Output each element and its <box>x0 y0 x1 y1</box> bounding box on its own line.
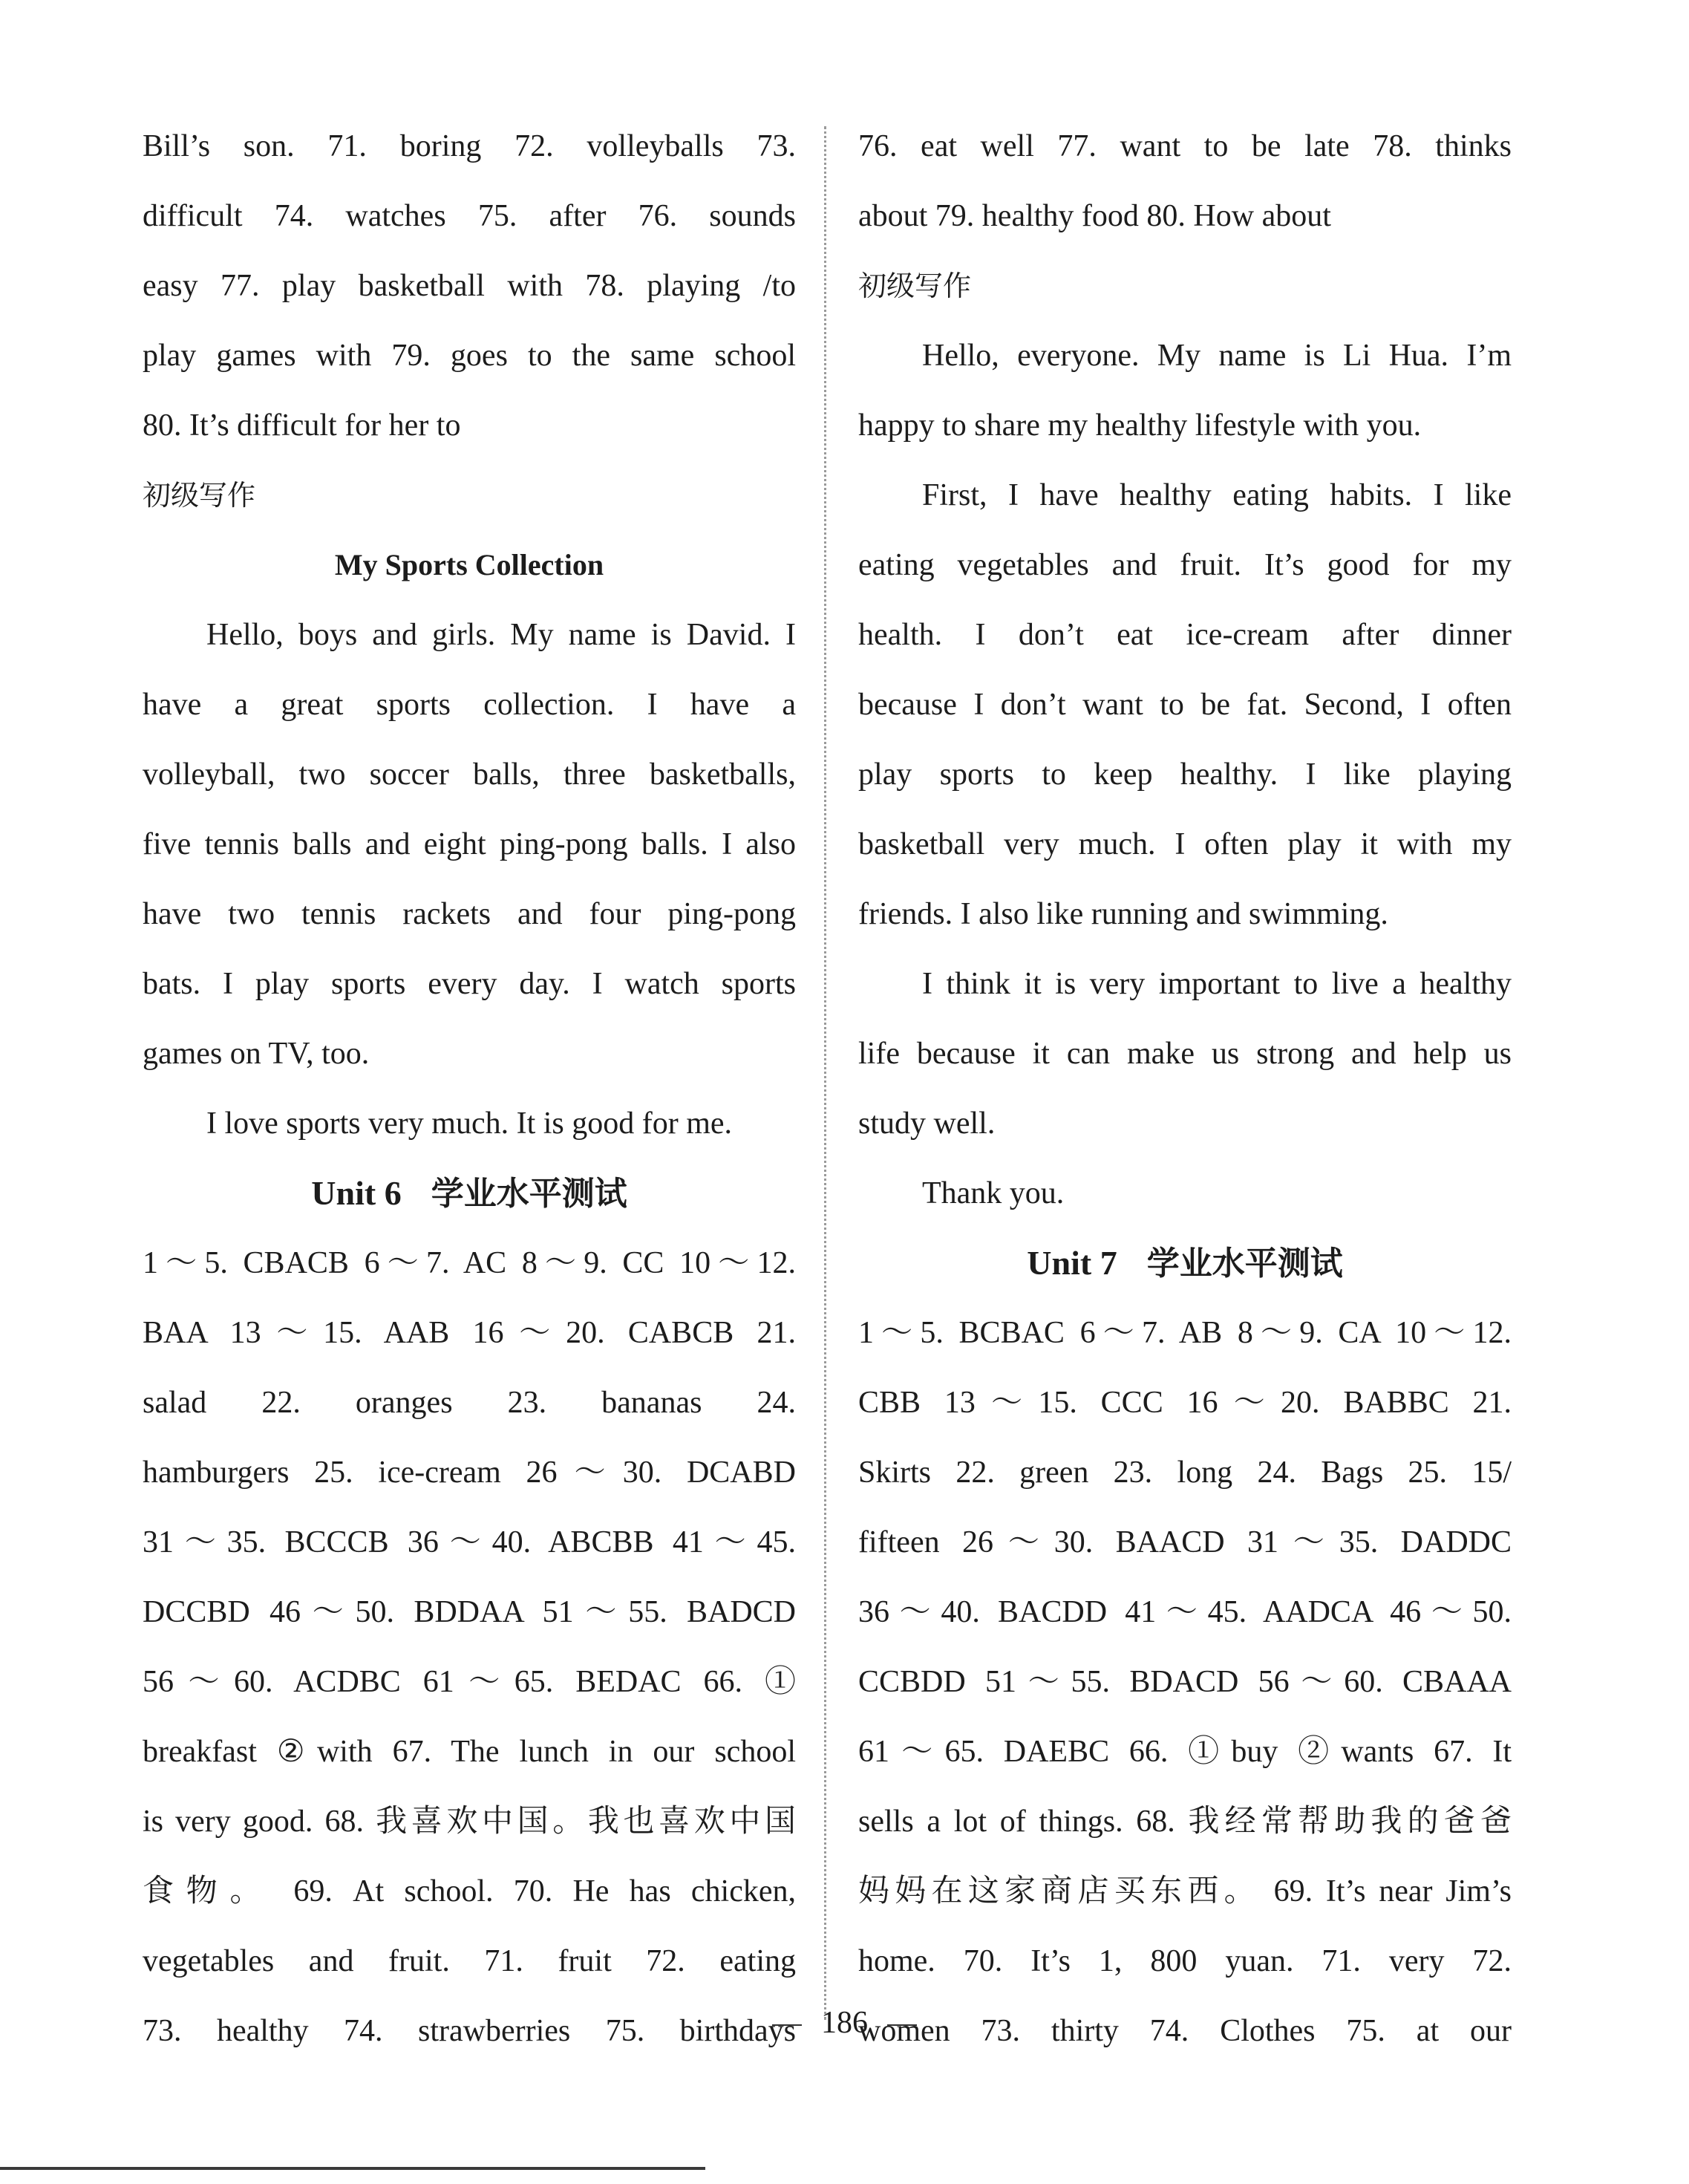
answer-line: DCCBD 46～50. BDDAA 51～55. BADCD <box>143 1595 796 1629</box>
answer-line: 妈妈在这家商店买东西。 69. It’s near Jim’s <box>858 1874 1512 1908</box>
essay-line: eating vegetables and fruit. It’s good for my <box>858 548 1512 582</box>
unit-heading <box>858 1228 1512 1298</box>
essay-line: Thank you. <box>922 1176 1065 1210</box>
dash-right <box>887 2024 917 2026</box>
essay-line: I think it is very important to live a healthy <box>922 967 1512 1001</box>
essay-line: friends. I also like running and swimming. <box>858 897 1388 931</box>
answer-line: 36～40. BACDD 41～45. AADCA 46～50. <box>858 1595 1512 1629</box>
unit-test-label: 学业水平测试 <box>1146 1245 1343 1282</box>
page-number <box>0 2005 1689 2041</box>
answer-line: 56～60. ACDBC 61～65. BEDAC 66. ① <box>143 1665 796 1699</box>
page-number-text: 186 <box>821 2006 868 2040</box>
unit-label: Unit 7 <box>1027 1244 1117 1282</box>
essay-line: bats. I play sports every day. I watch sports <box>143 967 796 1001</box>
text-line: easy 77. play basketball with 78. playing /to <box>143 269 796 303</box>
essay-line: First, I have healthy eating habits. I like <box>922 478 1512 512</box>
essay-line: health. I don’t eat ice-cream after dinner <box>858 618 1512 652</box>
answer-line: women 73. thirty 74. Clothes 75. at our <box>858 2014 1512 2048</box>
essay-line: Hello, boys and girls. My name is David. I <box>206 618 796 652</box>
bottom-rule <box>0 2167 705 2170</box>
unit-label: Unit 6 <box>311 1174 402 1212</box>
essay-line: happy to share my healthy lifestyle with you. <box>858 408 1422 443</box>
text-line: 80. It’s difficult for her to <box>143 408 461 443</box>
answer-line: hamburgers 25. ice-cream 26～30. DCABD <box>143 1456 796 1490</box>
essay-line: play sports to keep healthy. I like playing <box>858 757 1512 792</box>
answer-line: BAA 13～15. AAB 16～20. CABCB 21. <box>143 1316 796 1350</box>
essay-line: five tennis balls and eight ping-pong balls. I also <box>143 827 796 861</box>
answer-line: 1～5. BCBAC 6～7. AB 8～9. CA 10～12. <box>858 1316 1512 1350</box>
unit-heading <box>143 1158 796 1228</box>
essay-line: study well. <box>858 1106 996 1141</box>
dash-left <box>772 2024 802 2026</box>
answer-line: breakfast ②with 67. The lunch in our school <box>143 1735 796 1769</box>
section-heading: 初级写作 <box>858 270 972 302</box>
text-line: Bill’s son. 71. boring 72. volleyballs 73. <box>143 129 796 163</box>
answer-line: home. 70. It’s 1, 800 yuan. 71. very 72. <box>858 1944 1512 1978</box>
answer-line: 1～5. CBACB 6～7. AC 8～9. CC 10～12. <box>143 1246 796 1280</box>
answer-line: sells a lot of things. 68. 我经常帮助我的爸爸 <box>858 1805 1512 1839</box>
left-column <box>143 111 796 2066</box>
essay-line: I love sports very much. It is good for me. <box>206 1106 733 1141</box>
answer-line: 食物。 69. At school. 70. He has chicken, <box>143 1874 796 1908</box>
answer-line: fifteen 26～30. BAACD 31～35. DADDC <box>858 1525 1512 1559</box>
essay-line: games on TV, too. <box>143 1037 370 1071</box>
text-line: difficult 74. watches 75. after 76. sounds <box>143 199 796 233</box>
essay-line: volleyball, two soccer balls, three basketballs, <box>143 757 796 792</box>
answer-line: CCBDD 51～55. BDACD 56～60. CBAAA <box>858 1665 1512 1699</box>
column-divider <box>824 126 826 2020</box>
essay-line: have two tennis rackets and four ping-pong <box>143 897 796 931</box>
answer-line: about 79. healthy food 80. How about <box>858 199 1331 233</box>
answer-line: 76. eat well 77. want to be late 78. thinks <box>858 129 1512 163</box>
essay-line: basketball very much. I often play it with my <box>858 827 1512 861</box>
unit-test-label: 学业水平测试 <box>431 1175 627 1213</box>
text-line: play games with 79. goes to the same school <box>143 339 796 373</box>
essay-title: My Sports Collection <box>334 548 604 581</box>
essay-line: have a great sports collection. I have a <box>143 688 796 722</box>
answer-line: CBB 13～15. CCC 16～20. BABBC 21. <box>858 1386 1512 1420</box>
answer-line: 73. healthy 74. strawberries 75. birthdays <box>143 2014 796 2048</box>
essay-line: life because it can make us strong and help us <box>858 1037 1512 1071</box>
essay-line: because I don’t want to be fat. Second, I often <box>858 688 1512 722</box>
section-heading: 初级写作 <box>143 479 256 512</box>
answer-line: 31～35. BCCCB 36～40. ABCBB 41～45. <box>143 1525 796 1559</box>
answer-line: Skirts 22. green 23. long 24. Bags 25. 15/ <box>858 1456 1512 1490</box>
right-column <box>858 111 1512 2066</box>
answer-line: salad 22. oranges 23. bananas 24. <box>143 1386 796 1420</box>
essay-line: Hello, everyone. My name is Li Hua. I’m <box>922 339 1512 373</box>
answer-line: is very good. 68. 我喜欢中国。我也喜欢中国 <box>143 1805 796 1839</box>
answer-line: vegetables and fruit. 71. fruit 72. eating <box>143 1944 796 1978</box>
answer-line: 61～65. DAEBC 66. ①buy ②wants 67. It <box>858 1735 1512 1769</box>
